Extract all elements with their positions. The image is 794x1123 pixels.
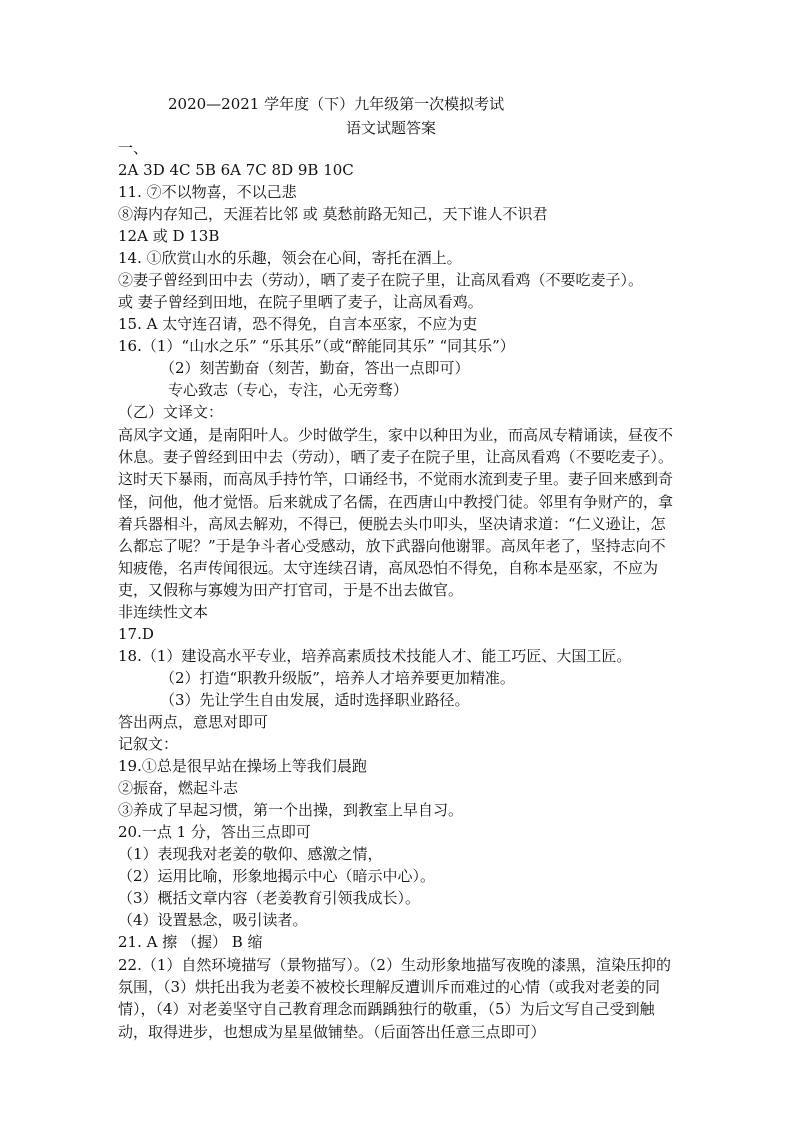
- answer-16-line-2: （2）刻苦勤奋（刻苦，勤奋，答出一点即可）: [160, 359, 470, 377]
- section-non-continuous-text: 非连续性文本: [118, 603, 209, 621]
- answer-17: 17.D: [118, 625, 154, 643]
- answer-19-line-2: ②振奋，燃起斗志: [118, 779, 239, 797]
- translation-paragraph: 高凤字文通，是南阳叶人。少时做学生，家中以种田为业，而高凤专精诵读，昼夜不休息。妻子曾经到田中去（劳动），晒了麦子在院子里，让高凤看鸡（不要吃麦子）。这时天下暴雨，而高凤手持竹竿，口诵经书，不觉雨水流到麦子里。妻子回来感到奇怪，问他，他才觉悟。后来就成了名儒，在西唐山中教授门徒。邻里有争财产的，拿着兵器相斗，高凤去解劝，不得已，便脱去头巾叩头，坚决请求道：“仁义逊让，怎么都忘了呢？”于是争斗者心受感动，放下武器向他谢罪。高凤年老了，坚持志向不知疲倦，名声传闻很远。太守连续召请，高凤恐怕不得免，自称本是巫家，不应为吏，又假称与寡嫂为田产打官司，于是不出去做官。: [118, 426, 674, 600]
- answer-18-line-3: （3）先让学生自由发展，适时选择职业路径。: [160, 691, 470, 709]
- answer-19-line-3: ③养成了早起习惯，第一个出操，到教室上早自习。: [118, 801, 464, 819]
- answer-20-line-2: （1）表现我对老姜的敬仰、感激之情，: [118, 845, 383, 863]
- answer-15: 15. A 太守连召请，恐不得免，自言本巫家，不应为吏: [118, 315, 478, 333]
- answer-20-line-4: （3）概括文章内容（老姜教育引领我成长）。: [118, 889, 421, 907]
- answer-18-note: 答出两点，意思对即可: [118, 713, 269, 731]
- answer-12-13: 12A 或 D 13B: [118, 227, 220, 245]
- answer-14-line-1: 14. ①欣赏山水的乐趣，领会在心间，寄托在酒上。: [118, 249, 462, 267]
- answer-11-line-1: 11. ⑦不以物喜，不以己悲: [118, 183, 297, 201]
- answer-22-paragraph: 22.（1）自然环境描写（景物描写）。（2）生动形象地描写夜晚的漆黑，渲染压抑的氛围，（3）烘托出我为老姜不被校长理解反遭训斥而难过的心情（或我对老姜的同情），（4）对老姜坚守自己教育理念而踽踽独行的敬重，（5）为后文写自己受到触动，取得进步，也想成为星星做铺垫。（后面答出任意三点即可）: [118, 956, 671, 1041]
- page-subtitle: 语文试题答案: [346, 119, 437, 137]
- translation-heading: （乙）文译文：: [118, 403, 224, 421]
- answer-18-line-1: 18.（1）建设高水平专业，培养高素质技术技能人才、能工巧匠、大国工匠。: [118, 647, 632, 665]
- answer-18-line-2: （2）打造“职教升级版”，培养人才培养要更加精准。: [160, 669, 515, 687]
- section-one-heading: 一、: [118, 139, 149, 157]
- answer-16-line-1: 16.（1）“山水之乐” “乐其乐”（或“醉能同其乐” “同其乐”）: [118, 337, 515, 355]
- answer-20-line-5: （4）设置悬念，吸引读者。: [118, 911, 308, 929]
- page-title: 2020—2021 学年度（下）九年级第一次模拟考试: [168, 95, 505, 113]
- answer-16-line-3: 专心致志（专心，专注，心无旁骛）: [168, 381, 409, 399]
- answer-21: 21. A 擦 （握） B 缩: [118, 933, 263, 951]
- answer-20-line-1: 20.一点 1 分，答出三点即可: [118, 823, 311, 841]
- answer-11-line-2: ⑧海内存知己，天涯若比邻 或 莫愁前路无知己，天下谁人不识君: [118, 205, 548, 223]
- multiple-choice-answers: 2A 3D 4C 5B 6A 7C 8D 9B 10C: [118, 161, 354, 179]
- answer-19-line-1: 19.①总是很早站在操场上等我们晨跑: [118, 757, 367, 775]
- section-narrative-heading: 记叙文：: [118, 735, 179, 753]
- answer-20-line-3: （2）运用比喻，形象地揭示中心（暗示中心）。: [118, 867, 436, 885]
- answer-14-line-2: ②妻子曾经到田中去（劳动），晒了麦子在院子里，让高凤看鸡（不要吃麦子）。: [118, 271, 644, 289]
- answer-14-line-3: 或 妻子曾经到田地，在院子里晒了麦子，让高凤看鸡。: [118, 293, 483, 311]
